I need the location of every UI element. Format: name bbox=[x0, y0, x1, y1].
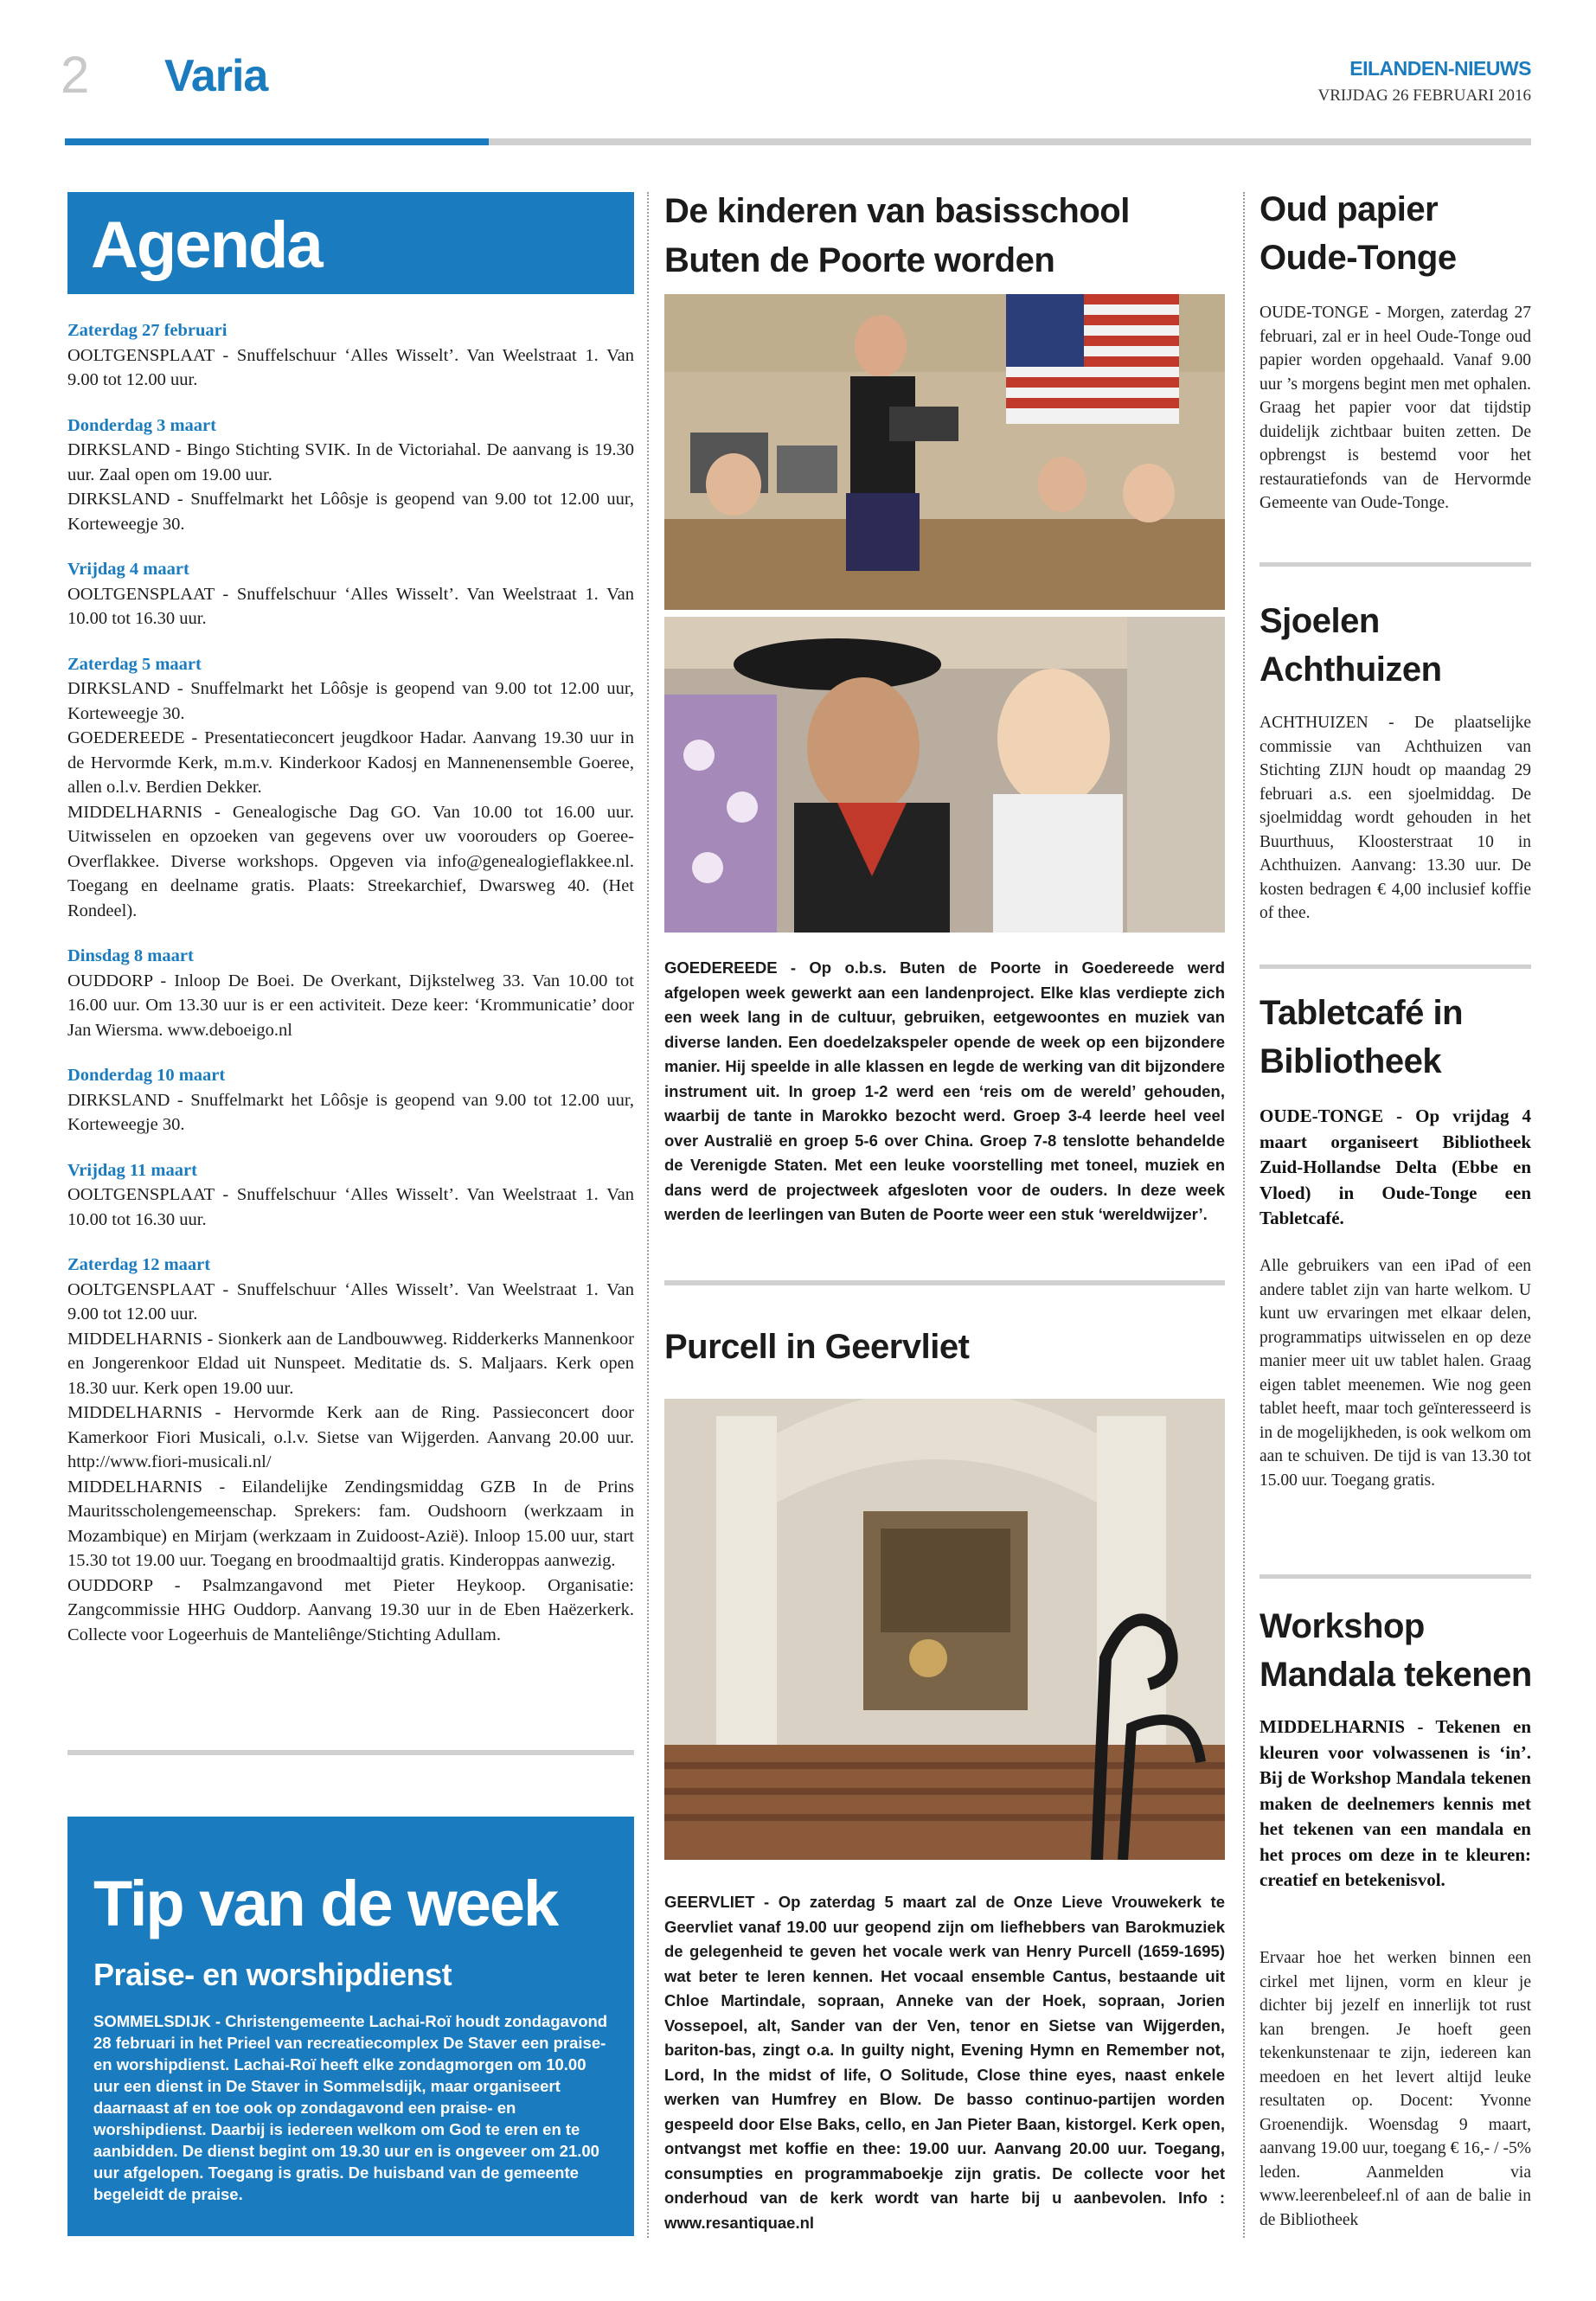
workshop-title: Workshop Mandala tekenen bbox=[1259, 1607, 1532, 1694]
agenda-day-heading: Donderdag 10 maart bbox=[67, 1066, 226, 1085]
sjoelen-text: ACHTHUIZEN - De plaatselijke commissie van Achthuizen van Stichting ZIJN houdt op maandag 29 februari a.s. een sjoelmiddag. De sjoelmiddag wordt gehouden in het Buurthuus, Kloosterstraat 10 in Achthuizen. Aanvang: 13.30 uur. De kosten bedragen € 4,00 inclusief koffie of thee. bbox=[1259, 714, 1531, 922]
agenda-event: OUDDORP - Psalmzangavond met Pieter Heykoop. Organisatie: Zangcommissie HHG Ouddorp. Aanvang 19.30 uur in de Eben Haëzerkerk. Collecte voor Logeerhuis de Manteliênge/Stichting Adullam. bbox=[67, 1575, 634, 1644]
page-number: 2 bbox=[61, 46, 90, 104]
agenda-day bbox=[67, 652, 634, 924]
tip-subtitle: Praise- en worshipdienst bbox=[93, 1957, 452, 1992]
agenda-event: OOLTGENSPLAAT - Snuffelschuur ‘Alles Wisselt’. Van Weelstraat 1. Van 9.00 tot 12.00 uur. bbox=[67, 1279, 634, 1324]
oud-papier-title: Oud papier Oude-Tonge bbox=[1259, 190, 1457, 277]
section-title: Varia bbox=[164, 51, 268, 101]
agenda-day-heading: Vrijdag 11 maart bbox=[67, 1160, 197, 1180]
agenda-event: DIRKSLAND - Bingo Stichting SVIK. In de Victoriahal. De aanvang is 19.30 uur. Zaal open om 19.00 uur. bbox=[67, 440, 634, 484]
agenda-list bbox=[67, 318, 634, 1668]
school-article-title: De kinderen van basisschool Buten de Poorte worden bbox=[664, 192, 1130, 279]
issue-date: VRIJDAG 26 FEBRUARI 2016 bbox=[1317, 87, 1531, 105]
column-separator bbox=[1243, 192, 1245, 2238]
tabletcafe-title: Tabletcafé in Bibliotheek bbox=[1259, 994, 1464, 1080]
agenda-day-heading: Donderdag 3 maart bbox=[67, 415, 216, 435]
agenda-day-heading: Zaterdag 27 februari bbox=[67, 321, 228, 340]
oud-papier-text: OUDE-TONGE - Morgen, zaterdag 27 februari, zal er in heel Oude-Tonge oud papier worden opgehaald. Vanaf 9.00 uur ’s morgens begint men met ophalen. Graag het papier voor dat tijdstip duidelijk zichtbaar buiten zetten. De opbrengst is bestemd voor het restauratiefonds van de Hervormde Gemeente van Oude-Tonge. bbox=[1259, 304, 1531, 512]
church-interior-photo bbox=[664, 1399, 1225, 1860]
agenda-day bbox=[67, 1253, 634, 1647]
newspaper-logo: EILANDEN-NIEUWS bbox=[1349, 57, 1531, 80]
agenda-day bbox=[67, 1158, 634, 1233]
right-rule bbox=[1259, 965, 1531, 969]
column-separator bbox=[647, 192, 649, 2238]
costumed-children-photo bbox=[664, 617, 1225, 933]
tip-text: SOMMELSDIJK - Christengemeente Lachai-Roï houdt zondagavond 28 februari in het Prieel van recreatiecomplex De Staver een praise- en worshipdienst. Lachai-Roï heeft elke zondagmorgen om 10.00 uur een dienst in De Staver in Sommelsdijk, maar organiseert daarnaast af en toe ook op zondagavond een praise- en worshipdienst. Daarbij is iedereen welkom om God te eren en te aanbidden. De dienst begint om 19.30 uur en is ongeveer om 21.00 uur afgelopen. Toegang is gratis. De huisband van de gemeente begeleidt de praise. bbox=[93, 2012, 608, 2203]
agenda-event: DIRKSLAND - Snuffelmarkt het Lôôsje is geopend van 9.00 tot 12.00 uur, Korteweegje 30. bbox=[67, 679, 634, 723]
agenda-event: GOEDEREEDE - Presentatieconcert jeugdkoor Hadar. Aanvang 19.30 uur in de Hervormde Kerk, m.m.v. Kinderkoor Kadosj en Mannenensemble Goeree, allen o.l.v. Berdien Dekker. bbox=[67, 728, 634, 797]
header-rule-accent bbox=[65, 138, 489, 145]
agenda-day bbox=[67, 557, 634, 631]
agenda-event: MIDDELHARNIS - Hervormde Kerk aan de Ring. Passieconcert door Kamerkoor Fiori Musicali, o.l.v. Sietse van Wijgerden. Aanvang 20.00 uur. http://www.fiori-musicali.nl/ bbox=[67, 1403, 634, 1471]
right-rule bbox=[1259, 1574, 1531, 1579]
tip-title: Tip van de week bbox=[93, 1868, 558, 1939]
agenda-day-heading: Vrijdag 4 maart bbox=[67, 560, 189, 579]
tabletcafe-lead: OUDE-TONGE - Op vrijdag 4 maart organiseert Bibliotheek Zuid-Hollandse Delta (Ebbe en Vloed) in Oude-Tonge een Tabletcafé. bbox=[1259, 1106, 1531, 1228]
tabletcafe-text: Alle gebruikers van een iPad of een andere tablet zijn van harte welkom. U kunt uw ervaringen met elkaar delen, programmatips uitwisselen en op deze manier meer uit uw tablet halen. Graag eigen tablet meenemen. Wie nog geen tablet heeft, maar toch geïnteresseerd is in de mogelijkheden, is ook welkom om aan te schuiven. De tijd is van 13.30 tot 15.00 uur. Toegang gratis. bbox=[1259, 1257, 1531, 1490]
sjoelen-title: Sjoelen Achthuizen bbox=[1259, 602, 1442, 689]
agenda-event: DIRKSLAND - Snuffelmarkt het Lôôsje is geopend van 9.00 tot 12.00 uur, Korteweegje 30. bbox=[67, 490, 634, 534]
agenda-day-heading: Zaterdag 12 maart bbox=[67, 1255, 211, 1274]
agenda-day bbox=[67, 1063, 634, 1138]
agenda-day-heading: Dinsdag 8 maart bbox=[67, 946, 194, 965]
agenda-event: OOLTGENSPLAAT - Snuffelschuur ‘Alles Wisselt’. Van Weelstraat 1. Van 9.00 tot 12.00 uur. bbox=[67, 345, 634, 389]
purcell-caption: GEERVLIET - Op zaterdag 5 maart zal de Onze Lieve Vrouwekerk te Geervliet vanaf 19.00 uur geopend zijn om liefhebbers van Barokmuziek de gelegenheid te geven het vocale werk van Henry Purcell (1659-1695) wat beter te leren kennen. Het vocaal ensemble Cantus, bestaande uit Chloe Martindale, sopraan, Anneke van der Hoek, sopraan, Jorien Vossepoel, alt, Sander van der Ven, tenor en Sietse van Wijgerden, bariton-bas, zingt o.a. In guilty night, Evening Hymn en Remember not, Lord, In the midst of life, O Solitude, Close thine eyes, naast enkele werken van Humfrey en Blow. De basso continuo-partijen worden gespeeld door Else Baks, cello, en Jan Pieter Baan, kistorgel. Kerk open, ontvangst met koffie en thee: 19.00 uur. Aanvang 20.00 uur. Toegang, consumpties en programmaboekje zijn gratis. De collecte voor het onderhoud van de kerk wordt van harte bij u aanbevolen. Info : www.resantiquae.nl bbox=[664, 1893, 1225, 2232]
agenda-event: OUDDORP - Inloop De Boei. De Overkant, Dijkstelweg 33. Van 10.00 tot 16.00 uur. Om 13.30 uur is er een activiteit. Deze keer: ‘Krommunicatie’ door Jan Wiersma. www.deboeigo.nl bbox=[67, 971, 634, 1040]
school-caption: GOEDEREEDE - Op o.b.s. Buten de Poorte in Goedereede werd afgelopen week gewerkt aan een landenproject. Elke klas verdiepte zich een week lang in de cultuur, gebruiken, eetgewoontes en muziek van diverse landen. Een doedelzakspeler opende de week op een bijzondere manier. Hij speelde in alle klassen en legde de werking van dit bijzondere instrument uit. In groep 1-2 werd een ‘reis om de wereld’ gehouden, waarbij de tante in Marokko bezocht werd. Groep 3-4 leerde heel veel over Australië en groep 5-6 over China. Groep 7-8 tenslotte behandelde de Verenigde Staten. Met een leuke voorstelling met toneel, muziek en dans werd de projectweek afgesloten voor de ouders. In deze week werden de leerlingen van Buten de Poorte weer een stuk ‘wereldwijzer’. bbox=[664, 958, 1225, 1223]
agenda-event: MIDDELHARNIS - Sionkerk aan de Landbouwweg. Ridderkerks Mannenkoor en Jongerenkoor Eldad uit Nunspeet. Meditatie ds. S. Maljaars. Kerk open 18.30 uur. Kerk open 19.00 uur. bbox=[67, 1329, 634, 1398]
agenda-event: MIDDELHARNIS - Eilandelijke Zendingsmiddag GZB In de Prins Mauritsscholengemeenschap. Sprekers: fam. Oudshoorn (werkzaam in Mozambique) en Mirjam (werkzaam in Zuidoost-Azië). Inloop 15.00 uur, start 15.30 tot 19.00 uur. Toegang en broodmaaltijd gratis. Kinderoppas aanwezig. bbox=[67, 1477, 634, 1570]
purcell-title: Purcell in Geervliet bbox=[664, 1328, 970, 1366]
bagpiper-classroom-photo bbox=[664, 294, 1225, 610]
agenda-day bbox=[67, 318, 634, 393]
agenda-event: OOLTGENSPLAAT - Snuffelschuur ‘Alles Wisselt’. Van Weelstraat 1. Van 10.00 tot 16.30 uur. bbox=[67, 1185, 634, 1229]
right-rule bbox=[1259, 562, 1531, 567]
agenda-day bbox=[67, 944, 634, 1042]
flag-icon bbox=[1006, 294, 1179, 424]
workshop-text: Ervaar hoe het werken binnen een cirkel met lijnen, vorm en kleur je dichter bij jezelf en innerlijk tot rust kan brengen. Je hoeft geen tekenkunstenaar te zijn, iedereen kan meedoen en het levert altijd leuke resultaten op. Docent: Yvonne Groenendijk. Woensdag 9 maart, aanvang 19.00 uur, toegang € 16,- / -5% leden. Aanmelden via www.leerenbeleef.nl of aan de balie in de Bibliotheek bbox=[1259, 1949, 1531, 2229]
agenda-day bbox=[67, 413, 634, 537]
agenda-event: MIDDELHARNIS - Genealogische Dag GO. Van 10.00 tot 16.00 uur. Uitwisselen en opzoeken van gegevens over uw voorouders op Goeree-Overflakkee. Diverse workshops. Opgeven via info@genealogieflakkee.nl. Toegang en deelname gratis. Plaats: Streekarchief, Dwarsweg 40. (Het Rondeel). bbox=[67, 802, 634, 920]
agenda-bottom-rule bbox=[67, 1750, 634, 1755]
workshop-lead: MIDDELHARNIS - Tekenen en kleuren voor volwassenen is ‘in’. Bij de Workshop Mandala tekenen maken de deelnemers kennis met het tekenen van een mandala en het proces om deze in te kleuren: creatief en betekenisvol. bbox=[1259, 1716, 1531, 1890]
mid-rule bbox=[664, 1280, 1225, 1285]
agenda-event: OOLTGENSPLAAT - Snuffelschuur ‘Alles Wisselt’. Van Weelstraat 1. Van 10.00 tot 16.30 uur. bbox=[67, 584, 634, 628]
agenda-title: Agenda bbox=[91, 208, 322, 282]
agenda-event: DIRKSLAND - Snuffelmarkt het Lôôsje is geopend van 9.00 tot 12.00 uur, Korteweegje 30. bbox=[67, 1090, 634, 1134]
agenda-day-heading: Zaterdag 5 maart bbox=[67, 654, 202, 674]
